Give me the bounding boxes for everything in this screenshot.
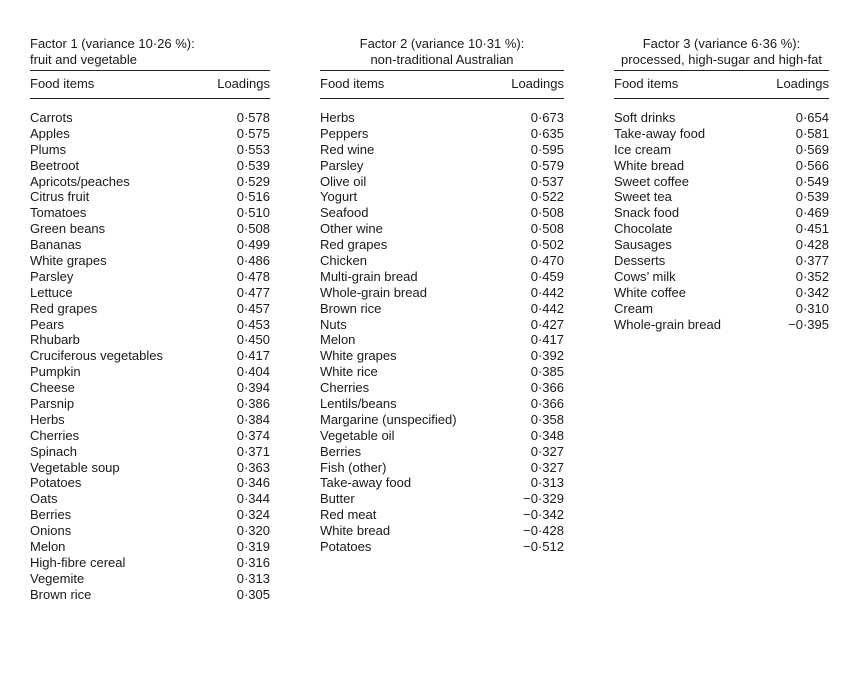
loading-value: 0·385 [530, 364, 564, 380]
table-row [30, 412, 270, 428]
loading-value: 0·510 [236, 205, 270, 221]
food-item: Lettuce [30, 284, 73, 300]
table-row [614, 174, 829, 190]
factor-3-rows [614, 99, 829, 332]
loading-value: 0·384 [236, 411, 270, 427]
loading-value: 0·579 [530, 157, 564, 173]
food-item: Lentils/beans [320, 396, 397, 412]
loading-value: 0·394 [236, 380, 270, 396]
loading-value: 0·459 [530, 268, 564, 284]
food-item: Brown rice [30, 586, 92, 602]
food-item: Parsley [30, 268, 74, 284]
food-item: Sweet coffee [614, 173, 689, 189]
table-row [30, 444, 270, 460]
factor-3-title [614, 36, 829, 70]
table-row [320, 221, 564, 237]
food-item: Whole-grain bread [320, 284, 427, 300]
loading-value: 0·417 [530, 332, 564, 348]
food-item: Vegetable soup [30, 459, 120, 475]
table-row [320, 507, 564, 523]
food-item: Chicken [320, 253, 367, 269]
table-row [614, 189, 829, 205]
food-item: Cows’ milk [614, 268, 676, 284]
factor-1-title [30, 36, 270, 70]
table-row [30, 285, 270, 301]
food-items-header: Food items [320, 76, 385, 91]
loading-value: 0·344 [236, 491, 270, 507]
table-row [30, 142, 270, 158]
loading-value: 0·450 [236, 332, 270, 348]
food-item: Green beans [30, 221, 106, 237]
food-item: Cream [614, 300, 654, 316]
table-row [320, 523, 564, 539]
food-item: Soft drinks [614, 110, 676, 125]
loadings-header: Loadings [511, 76, 564, 91]
table-row [320, 396, 564, 412]
loading-value: 0·537 [530, 173, 564, 189]
loading-value: 0·451 [795, 221, 829, 237]
loading-value: 0·316 [236, 554, 270, 570]
food-item: White coffee [614, 284, 687, 300]
loading-value: 0·502 [530, 237, 564, 253]
loading-value: 0·549 [795, 173, 829, 189]
loading-value: −0·512 [523, 539, 564, 555]
table-row [30, 428, 270, 444]
food-item: Melon [30, 539, 66, 555]
food-item: Whole-grain bread [614, 316, 721, 332]
loading-value: 0·346 [236, 475, 270, 491]
loading-value: 0·427 [530, 316, 564, 332]
loading-value: 0·539 [236, 157, 270, 173]
loading-value: −0·395 [788, 316, 829, 332]
loading-value: 0·366 [530, 396, 564, 412]
table-row [320, 348, 564, 364]
loading-value: 0·386 [236, 396, 270, 412]
loading-value: 0·575 [236, 125, 270, 141]
table-row [30, 475, 270, 491]
table-row [320, 253, 564, 269]
loading-value: 0·305 [236, 586, 270, 602]
table-row [30, 460, 270, 476]
table-row [30, 317, 270, 333]
food-item: Fish (other) [320, 459, 387, 475]
food-item: Herbs [30, 411, 65, 427]
food-item: High-fibre cereal [30, 554, 126, 570]
loading-value: 0·320 [236, 523, 270, 539]
loading-value: −0·342 [523, 507, 564, 523]
food-item: Potatoes [30, 475, 82, 491]
food-item: Snack food [614, 205, 680, 221]
factor-1-table [30, 36, 270, 603]
food-item: Yogurt [320, 189, 358, 205]
loading-value: 0·371 [236, 443, 270, 459]
loading-value: 0·366 [530, 380, 564, 396]
food-item: Potatoes [320, 539, 372, 555]
table-row [320, 444, 564, 460]
loading-value: 0·508 [530, 221, 564, 237]
table-row [30, 587, 270, 603]
food-item: Berries [320, 443, 362, 459]
factor-1-rows [30, 99, 270, 603]
table-row [320, 428, 564, 444]
table-row [614, 221, 829, 237]
loading-value: 0·363 [236, 459, 270, 475]
loading-value: 0·313 [236, 570, 270, 586]
loading-value: 0·453 [236, 316, 270, 332]
loading-value: 0·477 [236, 284, 270, 300]
loading-value: 0·539 [795, 189, 829, 205]
loading-value: 0·578 [236, 110, 270, 125]
food-item: White bread [614, 157, 685, 173]
loading-value: 0·581 [795, 125, 829, 141]
loading-value: 0·428 [795, 237, 829, 253]
loading-value: −0·428 [523, 523, 564, 539]
table-row [320, 539, 564, 555]
loading-value: 0·508 [530, 205, 564, 221]
food-item: Plums [30, 141, 67, 157]
table-row [30, 269, 270, 285]
table-row [614, 158, 829, 174]
food-item: Cherries [30, 427, 80, 443]
table-row [30, 491, 270, 507]
food-item: Parsnip [30, 396, 75, 412]
loading-value: 0·595 [530, 141, 564, 157]
food-item: White bread [320, 523, 391, 539]
food-item: Red wine [320, 141, 375, 157]
food-item: Citrus fruit [30, 189, 90, 205]
food-item: Tomatoes [30, 205, 87, 221]
loading-value: 0·442 [530, 300, 564, 316]
food-item: Olive oil [320, 173, 367, 189]
food-item: Bananas [30, 237, 82, 253]
loading-value: 0·377 [795, 253, 829, 269]
food-item: Cruciferous vegetables [30, 348, 163, 364]
column-header-row [30, 71, 270, 98]
loading-value: 0·522 [530, 189, 564, 205]
food-item: Melon [320, 332, 356, 348]
factor-title-line2: non-traditional Australian [370, 52, 514, 67]
loading-value: 0·374 [236, 427, 270, 443]
table-row [30, 237, 270, 253]
loading-value: 0·470 [530, 253, 564, 269]
loading-value: 0·358 [530, 411, 564, 427]
food-item: Oats [30, 491, 58, 507]
table-row [320, 142, 564, 158]
factor-title-line2: fruit and vegetable [30, 52, 137, 67]
factor-2-table [320, 36, 564, 555]
table-row [320, 460, 564, 476]
food-item: Beetroot [30, 157, 80, 173]
food-item: Pumpkin [30, 364, 81, 380]
loading-value: 0·313 [530, 475, 564, 491]
loading-value: 0·417 [236, 348, 270, 364]
loading-value: 0·566 [795, 157, 829, 173]
table-row [30, 126, 270, 142]
food-item: Other wine [320, 221, 383, 237]
loading-value: 0·553 [236, 141, 270, 157]
loading-value: 0·569 [795, 141, 829, 157]
loading-value: 0·324 [236, 507, 270, 523]
factor-2-title [320, 36, 564, 70]
food-item: Margarine (unspecified) [320, 411, 457, 427]
table-row [614, 317, 829, 333]
loading-value: 0·499 [236, 237, 270, 253]
food-item: Seafood [320, 205, 369, 221]
table-row [30, 523, 270, 539]
table-row [30, 253, 270, 269]
column-header-row [614, 71, 829, 98]
loading-value: 0·486 [236, 253, 270, 269]
loading-value: 0·310 [795, 300, 829, 316]
food-item: White rice [320, 364, 378, 380]
food-item: Apricots/peaches [30, 173, 130, 189]
loading-value: 0·516 [236, 189, 270, 205]
loadings-header: Loadings [776, 76, 829, 91]
loading-value: 0·529 [236, 173, 270, 189]
food-item: Red grapes [30, 300, 98, 316]
food-item: Desserts [614, 253, 666, 269]
table-row [320, 205, 564, 221]
food-item: Take-away food [320, 475, 412, 491]
factor-title-line1: Factor 2 (variance 10·31 %): [359, 36, 525, 51]
table-row [30, 507, 270, 523]
table-row [30, 189, 270, 205]
food-item: Peppers [320, 125, 369, 141]
food-item: Berries [30, 507, 72, 523]
table-row [30, 396, 270, 412]
food-item: Carrots [30, 110, 73, 125]
food-item: Multi-grain bread [320, 268, 418, 284]
loading-value: 0·508 [236, 221, 270, 237]
table-row [320, 189, 564, 205]
table-row [320, 237, 564, 253]
table-row [30, 205, 270, 221]
factor-title-line2: processed, high-sugar and high-fat [621, 52, 822, 67]
food-item: Rhubarb [30, 332, 80, 348]
food-item: Parsley [320, 157, 364, 173]
food-item: White grapes [30, 253, 107, 269]
column-header-row [320, 71, 564, 98]
table-row [614, 142, 829, 158]
food-item: Take-away food [614, 125, 706, 141]
loading-value: 0·327 [530, 459, 564, 475]
food-item: White grapes [320, 348, 397, 364]
table-row [30, 110, 270, 126]
table-row [320, 158, 564, 174]
table-row [320, 380, 564, 396]
food-items-header: Food items [30, 76, 95, 91]
food-item: Red meat [320, 507, 377, 523]
table-row [30, 364, 270, 380]
loading-value: 0·404 [236, 364, 270, 380]
food-item: Vegemite [30, 570, 85, 586]
loading-value: 0·327 [530, 443, 564, 459]
food-items-header: Food items [614, 76, 679, 91]
table-row [30, 571, 270, 587]
table-row [30, 555, 270, 571]
table-row [614, 269, 829, 285]
food-item: Vegetable oil [320, 427, 395, 443]
table-row [320, 174, 564, 190]
table-row [614, 205, 829, 221]
table-row [30, 380, 270, 396]
loading-value: 0·478 [236, 268, 270, 284]
table-row [320, 269, 564, 285]
food-item: Apples [30, 125, 70, 141]
table-row [30, 174, 270, 190]
table-row [320, 491, 564, 507]
table-row [320, 332, 564, 348]
loading-value: 0·342 [795, 284, 829, 300]
table-row [320, 412, 564, 428]
loading-value: 0·654 [795, 110, 829, 125]
loading-value: 0·392 [530, 348, 564, 364]
loading-value: 0·348 [530, 427, 564, 443]
table-row [320, 110, 564, 126]
table-row [614, 110, 829, 126]
food-item: Red grapes [320, 237, 388, 253]
table-row [320, 317, 564, 333]
factor-2-rows [320, 99, 564, 555]
table-row [30, 221, 270, 237]
food-item: Sausages [614, 237, 672, 253]
food-item: Sweet tea [614, 189, 672, 205]
table-row [320, 126, 564, 142]
food-item: Spinach [30, 443, 77, 459]
food-item: Nuts [320, 316, 347, 332]
table-row [614, 253, 829, 269]
food-item: Cherries [320, 380, 370, 396]
table-row [30, 332, 270, 348]
food-item: Onions [30, 523, 72, 539]
loading-value: 0·673 [530, 110, 564, 125]
table-row [320, 301, 564, 317]
loading-value: 0·352 [795, 268, 829, 284]
food-item: Herbs [320, 110, 355, 125]
table-row [30, 539, 270, 555]
table-row [30, 301, 270, 317]
food-item: Ice cream [614, 141, 672, 157]
loading-value: 0·469 [795, 205, 829, 221]
table-row [614, 301, 829, 317]
table-row [320, 364, 564, 380]
food-item: Butter [320, 491, 355, 507]
loadings-header: Loadings [217, 76, 270, 91]
factor-title-line1: Factor 3 (variance 6·36 %): [642, 36, 801, 51]
loading-value: 0·319 [236, 539, 270, 555]
table-row [320, 475, 564, 491]
loading-value: 0·442 [530, 284, 564, 300]
table-row [30, 348, 270, 364]
loading-value: −0·329 [523, 491, 564, 507]
table-row [614, 237, 829, 253]
food-item: Cheese [30, 380, 75, 396]
table-row [30, 158, 270, 174]
table-row [614, 126, 829, 142]
food-item: Brown rice [320, 300, 382, 316]
loading-value: 0·635 [530, 125, 564, 141]
food-item: Pears [30, 316, 64, 332]
table-row [320, 285, 564, 301]
food-item: Chocolate [614, 221, 673, 237]
factor-3-table [614, 36, 829, 332]
loading-value: 0·457 [236, 300, 270, 316]
factor-title-line1: Factor 1 (variance 10·26 %): [30, 36, 195, 51]
table-row [614, 285, 829, 301]
